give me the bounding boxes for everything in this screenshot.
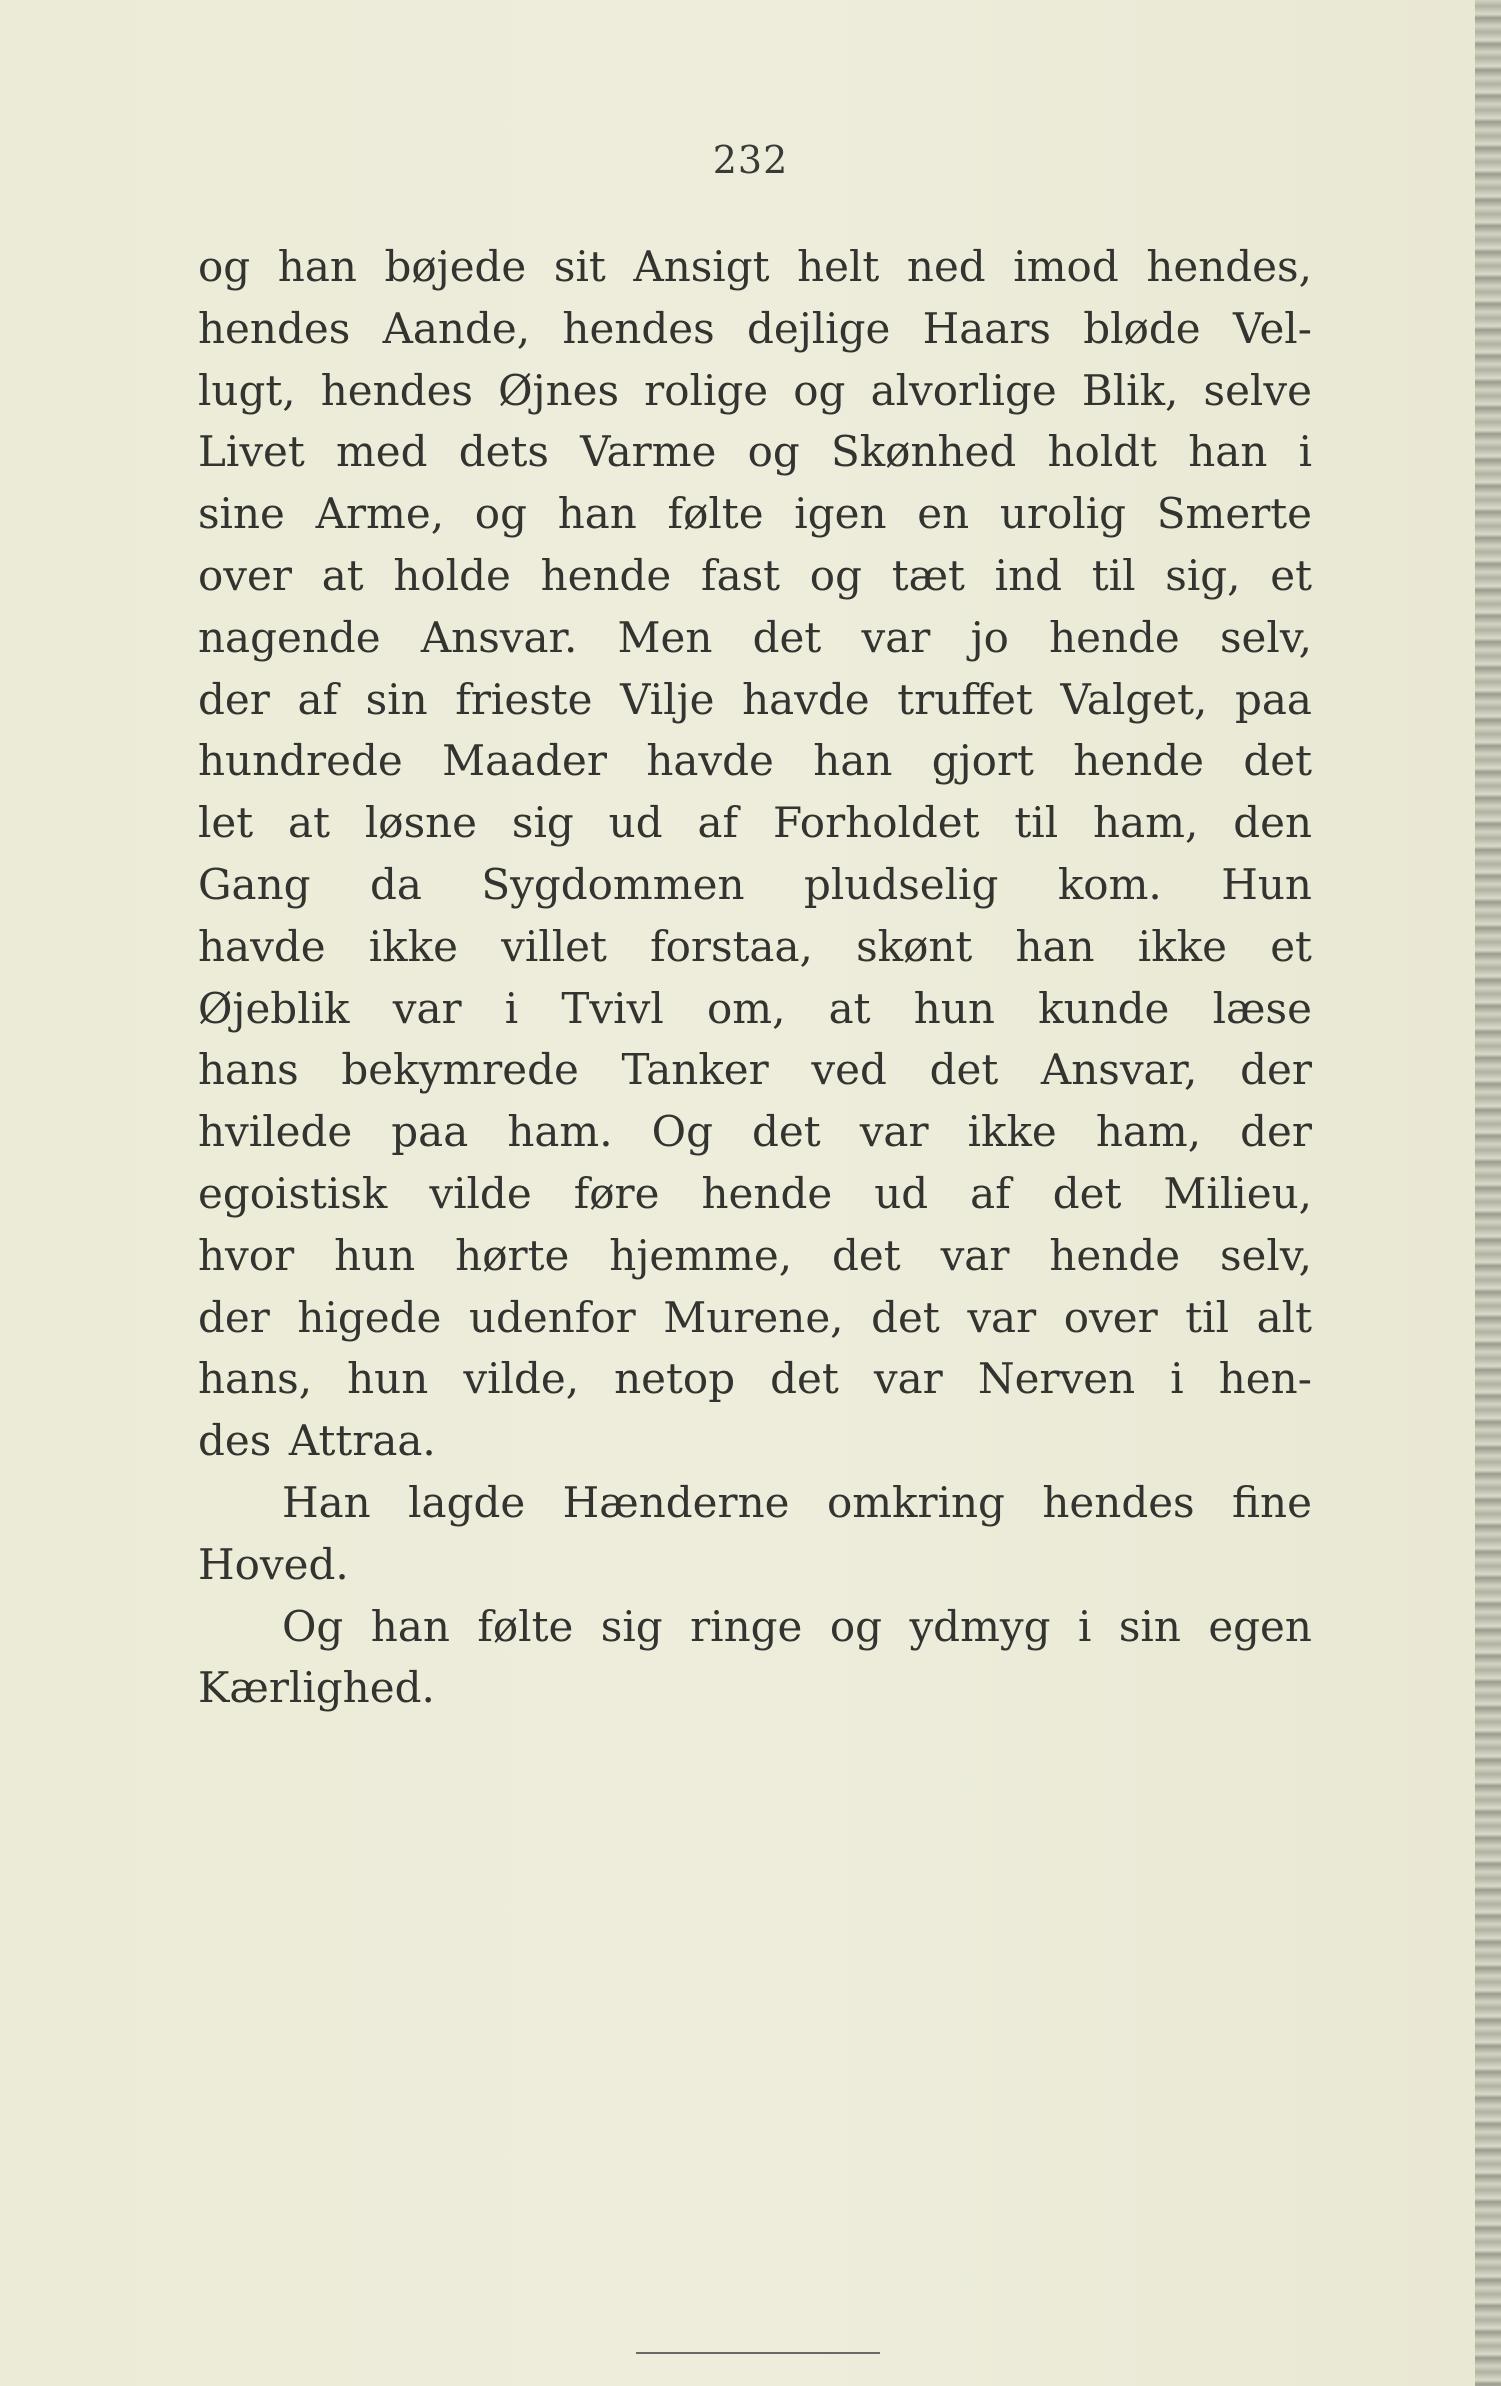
text-line [198, 1657, 1312, 1719]
word: urolig [999, 489, 1127, 539]
word: Han [282, 1477, 371, 1527]
word: hjemme, [609, 1230, 793, 1280]
word: higede [297, 1292, 442, 1342]
word: Hoved. [198, 1539, 349, 1589]
word: til [1091, 550, 1136, 600]
text-line [198, 1410, 1312, 1472]
word: han [1015, 921, 1095, 971]
word: des [198, 1416, 272, 1466]
word: truffet [897, 674, 1033, 724]
word: havde [198, 921, 326, 971]
word: holde [393, 550, 511, 600]
word: med [335, 427, 428, 477]
word: selve [1203, 365, 1312, 415]
word: læse [1212, 983, 1312, 1033]
word: paa [391, 1107, 469, 1157]
word: i [1298, 427, 1312, 477]
word: rolige [644, 365, 769, 415]
word: holdt [1047, 427, 1158, 477]
text-line [198, 1534, 1312, 1596]
word: af [697, 798, 739, 848]
body-text [198, 236, 1312, 1719]
word: hans, [198, 1354, 313, 1404]
text-line [198, 1472, 1312, 1534]
word: vilde, [463, 1354, 580, 1404]
word: Varme [580, 427, 717, 477]
word: han [557, 489, 637, 539]
word: tæt [891, 550, 965, 600]
word: det [871, 1292, 940, 1342]
word: han [277, 242, 357, 291]
word: hende [701, 1168, 833, 1218]
text-line [198, 1348, 1312, 1410]
word: Tvivl [561, 983, 664, 1033]
word: ikke [1137, 921, 1227, 971]
text-line [198, 978, 1312, 1040]
word: vilde [429, 1168, 532, 1218]
word: udenfor [468, 1292, 636, 1342]
word: og [829, 1601, 883, 1651]
word: ned [906, 242, 986, 291]
word: hendes [198, 303, 351, 353]
word: til [1185, 1292, 1230, 1342]
word: fast [701, 550, 781, 600]
word: i [1170, 1354, 1184, 1404]
word: Øjnes [498, 365, 620, 415]
word: skønt [856, 921, 973, 971]
word: af [297, 674, 339, 724]
word: hvor [198, 1230, 295, 1280]
word: Kærlighed. [198, 1663, 435, 1713]
word: om, [706, 983, 786, 1033]
word: Skønhed [830, 427, 1017, 477]
word: netop [614, 1354, 736, 1404]
word: han [370, 1601, 450, 1651]
word: igen [794, 489, 887, 539]
page-number: 232 [712, 138, 789, 182]
word: egen [1208, 1601, 1312, 1651]
word: sig [600, 1601, 663, 1651]
word: bløde [1083, 303, 1201, 353]
word: i [1077, 1601, 1092, 1651]
word: et [1270, 921, 1312, 971]
word: sig [511, 798, 574, 848]
word: sine [198, 489, 285, 539]
word: Vilje [620, 674, 715, 724]
word: hun [334, 1230, 416, 1280]
word: det [752, 1107, 821, 1157]
word: sin [365, 674, 428, 724]
word: det [752, 612, 822, 662]
word: Øjeblik [198, 983, 350, 1033]
word: var [940, 1230, 1010, 1280]
word: og [747, 427, 800, 477]
word: let [198, 798, 254, 848]
word: den [1233, 798, 1312, 848]
text-line [198, 1287, 1312, 1349]
text-line [198, 1101, 1312, 1163]
word: alvorlige [870, 365, 1057, 415]
word: og [474, 489, 527, 539]
word: nagende [198, 612, 381, 662]
text-line [198, 1225, 1312, 1287]
word: ikke [967, 1107, 1057, 1157]
text-line [198, 854, 1312, 916]
word: og [198, 242, 251, 291]
word: et [1270, 550, 1312, 600]
word: Nerven [977, 1354, 1136, 1404]
word: var [392, 983, 462, 1033]
word: hende [1049, 612, 1180, 662]
text-line [198, 483, 1312, 545]
word: Ansvar, [1040, 1045, 1198, 1095]
word: Ansigt [633, 242, 770, 291]
word: helt [797, 242, 880, 291]
word: sit [553, 242, 606, 291]
word: der [198, 1292, 270, 1342]
page-edge-shadow [1475, 0, 1501, 2386]
text-line [198, 1039, 1312, 1101]
word: kunde [1038, 983, 1170, 1033]
word: fine [1232, 1477, 1312, 1527]
word: hende [540, 550, 672, 600]
word: omkring [826, 1477, 1005, 1527]
word: følte [667, 489, 764, 539]
word: bekymrede [341, 1045, 579, 1095]
word: ud [608, 798, 663, 848]
word: hans [198, 1045, 299, 1095]
word: Maader [442, 736, 607, 786]
word: ringe [690, 1601, 803, 1651]
word: det [1052, 1168, 1122, 1218]
word: var [967, 1292, 1037, 1342]
word: villet [501, 921, 607, 971]
text-line [198, 236, 1312, 298]
word: selv, [1220, 1230, 1312, 1280]
word: bøjede [384, 242, 527, 291]
word: og [793, 365, 846, 415]
word: der [1240, 1045, 1312, 1095]
word: Attraa. [288, 1416, 436, 1466]
text-line [198, 421, 1312, 483]
word: løsne [364, 798, 478, 848]
word: hørte [455, 1230, 570, 1280]
word: Ansvar. [420, 612, 578, 662]
word: en [917, 489, 970, 539]
word: egoistisk [198, 1168, 388, 1218]
word: det [1243, 736, 1312, 786]
word: alt [1256, 1292, 1312, 1342]
word: forstaa, [650, 921, 813, 971]
word: over [1063, 1292, 1158, 1342]
text-line [198, 298, 1312, 360]
word: det [832, 1230, 901, 1280]
word: der [1240, 1107, 1312, 1157]
word: hen- [1218, 1354, 1312, 1404]
word: lugt, [198, 365, 296, 415]
word: i [504, 983, 519, 1033]
word: Aande, [382, 303, 531, 353]
word: hun [913, 983, 995, 1033]
word: ham, [1093, 798, 1199, 848]
word: dets [458, 427, 549, 477]
text-line [198, 730, 1312, 792]
word: det [929, 1045, 999, 1095]
word: hendes [1042, 1477, 1195, 1527]
text-line [198, 545, 1312, 607]
word: Tanker [621, 1045, 769, 1095]
word: hendes [320, 365, 473, 415]
text-line [198, 607, 1312, 669]
word: Blik, [1081, 365, 1179, 415]
word: af [970, 1168, 1011, 1218]
word: han [813, 736, 893, 786]
word: Valget, [1060, 674, 1208, 724]
word: at [321, 550, 364, 600]
word: Arme, [315, 489, 445, 539]
word: Hun [1221, 859, 1312, 909]
word: paa [1234, 674, 1312, 724]
word: Haars [922, 303, 1051, 353]
word: ydmyg [909, 1601, 1051, 1651]
word: ham, [1095, 1107, 1202, 1157]
word: hvilede [198, 1107, 353, 1157]
word: hun [347, 1354, 429, 1404]
word: Murene, [663, 1292, 844, 1342]
word: der [198, 674, 270, 724]
word: pludselig [803, 859, 999, 909]
word: at [288, 798, 330, 848]
word: ind [994, 550, 1063, 600]
text-line [198, 1163, 1312, 1225]
word: over [198, 550, 292, 600]
word: hende [1049, 1230, 1181, 1280]
word: Smerte [1156, 489, 1312, 539]
word: kom. [1057, 859, 1162, 909]
word: ved [811, 1045, 887, 1095]
word: ikke [368, 921, 458, 971]
word: Hænderne [562, 1477, 790, 1527]
word: hendes [562, 303, 715, 353]
word: Men [617, 612, 713, 662]
end-rule-divider [636, 2352, 880, 2354]
word: ham. [507, 1107, 613, 1157]
word: sin [1118, 1601, 1181, 1651]
word: da [369, 859, 422, 909]
word: Og [282, 1601, 344, 1651]
word: Og [651, 1107, 713, 1157]
word: var [861, 612, 931, 662]
word: selv, [1219, 612, 1312, 662]
word: var [859, 1107, 929, 1157]
word: frieste [455, 674, 593, 724]
word: Livet [198, 427, 305, 477]
word: ud [874, 1168, 929, 1218]
text-line [198, 360, 1312, 422]
word: lagde [408, 1477, 526, 1527]
word: jo [970, 612, 1009, 662]
word: og [809, 550, 862, 600]
word: han [1188, 427, 1268, 477]
word: Vel- [1232, 303, 1312, 353]
text-line [198, 1596, 1312, 1658]
text-line [198, 669, 1312, 731]
word: Forholdet [772, 798, 980, 848]
word: havde [646, 736, 774, 786]
word: gjort [931, 736, 1034, 786]
word: hende [1073, 736, 1204, 786]
word: imod [1013, 242, 1119, 291]
word: at [828, 983, 871, 1033]
word: føre [573, 1168, 660, 1218]
word: det [770, 1354, 839, 1404]
text-line [198, 792, 1312, 854]
word: havde [742, 674, 870, 724]
word: Sygdommen [481, 859, 745, 909]
word: dejlige [746, 303, 891, 353]
word: Gang [198, 859, 311, 909]
text-line [198, 916, 1312, 978]
word: sig, [1165, 550, 1241, 600]
word: følte [477, 1601, 574, 1651]
word: hundrede [198, 736, 403, 786]
word: var [873, 1354, 943, 1404]
word: Milieu, [1163, 1168, 1312, 1218]
word: til [1014, 798, 1059, 848]
word: hendes, [1146, 242, 1312, 291]
